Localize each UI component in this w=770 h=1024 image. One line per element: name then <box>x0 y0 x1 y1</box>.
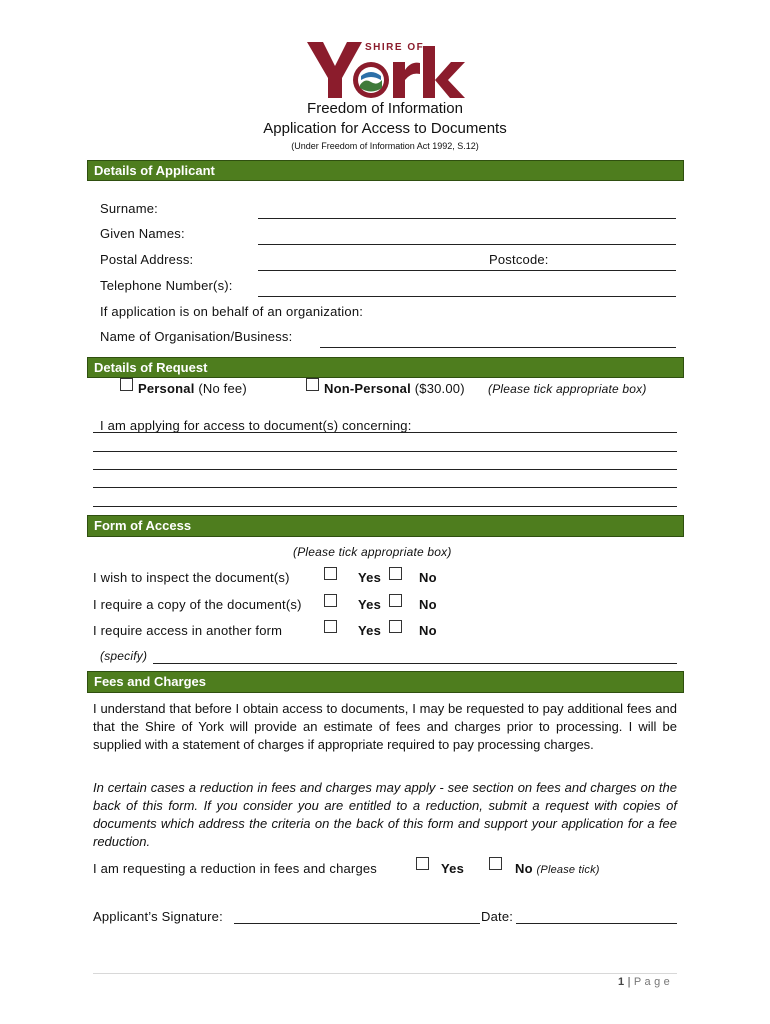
other-form-yes-label: Yes <box>358 623 382 638</box>
access-row-label: I require access in another form <box>93 623 283 638</box>
non-personal-fee: ($30.00) <box>414 381 465 396</box>
non-personal-checkbox[interactable] <box>306 378 319 391</box>
other-form-no-label: No <box>419 623 437 638</box>
other-form-no-checkbox[interactable] <box>389 620 402 633</box>
access-row-label: I require a copy of the document(s) <box>93 597 302 612</box>
surname-label: Surname: <box>100 201 158 216</box>
footer-divider <box>93 973 677 974</box>
inspect-yes-label: Yes <box>358 570 382 585</box>
page-number <box>618 976 670 988</box>
inspect-no-checkbox[interactable] <box>389 567 402 580</box>
signature-field[interactable] <box>234 923 480 924</box>
given-names-field[interactable] <box>258 244 676 245</box>
specify-field[interactable] <box>153 663 677 664</box>
non-personal-label: Non-Personal <box>324 381 411 396</box>
postcode-label: Postcode: <box>489 252 549 267</box>
section-access: Form of Access <box>87 515 684 537</box>
behalf-label: If application is on behalf of an organization: <box>100 304 364 319</box>
copy-yes-label: Yes <box>358 597 382 612</box>
form-title: Freedom of Information <box>307 100 463 117</box>
other-form-yes-checkbox[interactable] <box>324 620 337 633</box>
reduction-no-option <box>515 861 600 876</box>
logo <box>305 40 465 100</box>
reduction-no-hint: (Please tick) <box>536 864 600 876</box>
non-personal-option <box>324 381 465 396</box>
inspect-no-label: No <box>419 570 437 585</box>
section-applicant: Details of Applicant <box>87 160 684 181</box>
page-word: P a g e <box>633 976 670 988</box>
inspect-yes-checkbox[interactable] <box>324 567 337 580</box>
reduction-no-label: No <box>515 861 533 876</box>
access-row-label: I wish to inspect the document(s) <box>93 570 290 585</box>
access-tick-hint: (Please tick appropriate box) <box>293 545 452 559</box>
page-separator: | <box>627 976 631 988</box>
form-act: (Under Freedom of Information Act 1992, S.12) <box>291 141 479 151</box>
personal-label: Personal <box>138 381 195 396</box>
page-number-value: 1 <box>618 976 625 988</box>
copy-no-checkbox[interactable] <box>389 594 402 607</box>
signature-label: Applicant’s Signature: <box>93 909 223 924</box>
fee-reduction-paragraph: In certain cases a reduction in fees and charges may apply - see section on fees and charges on the back of this form. If you consider you are entitled to a reduction, submit a request with copies of documents which address the criteria on the back of this form and support your application for a fee reduction. <box>93 780 677 849</box>
personal-checkbox[interactable] <box>120 378 133 391</box>
postal-address-field[interactable] <box>258 270 676 271</box>
logo-prefix: SHIRE OF <box>365 42 425 53</box>
reduction-label: I am requesting a reduction in fees and charges <box>93 861 378 876</box>
reduction-yes-label: Yes <box>441 861 465 876</box>
postal-address-label: Postal Address: <box>100 252 194 267</box>
concerning-line-3[interactable] <box>93 469 677 470</box>
concerning-line-2[interactable] <box>93 451 677 452</box>
request-tick-hint: (Please tick appropriate box) <box>488 382 647 396</box>
form-subtitle: Application for Access to Documents <box>263 120 507 137</box>
date-field[interactable] <box>516 923 677 924</box>
personal-fee: (No fee) <box>198 381 247 396</box>
concerning-line-1[interactable] <box>93 432 677 433</box>
organisation-label: Name of Organisation/Business: <box>100 329 293 344</box>
reduction-yes-checkbox[interactable] <box>416 857 429 870</box>
section-fees: Fees and Charges <box>87 671 684 693</box>
copy-no-label: No <box>419 597 437 612</box>
reduction-no-checkbox[interactable] <box>489 857 502 870</box>
date-label: Date: <box>481 909 514 924</box>
specify-label: (specify) <box>100 649 148 663</box>
given-names-label: Given Names: <box>100 226 185 241</box>
concerning-label: I am applying for access to document(s) concerning: <box>100 418 412 433</box>
telephone-label: Telephone Number(s): <box>100 278 233 293</box>
organisation-field[interactable] <box>320 347 676 348</box>
concerning-line-4[interactable] <box>93 487 677 488</box>
surname-field[interactable] <box>258 218 676 219</box>
fees-paragraph: I understand that before I obtain access to documents, I may be requested to pay additional fees and that the Shire of York will provide an estimate of fees and charges prior to processing. I will be supplied with a statement of charges if appropriate required to pay processing charges. <box>93 701 677 752</box>
personal-option <box>138 381 247 396</box>
telephone-field[interactable] <box>258 296 676 297</box>
concerning-line-5[interactable] <box>93 506 677 507</box>
section-request: Details of Request <box>87 357 684 378</box>
copy-yes-checkbox[interactable] <box>324 594 337 607</box>
